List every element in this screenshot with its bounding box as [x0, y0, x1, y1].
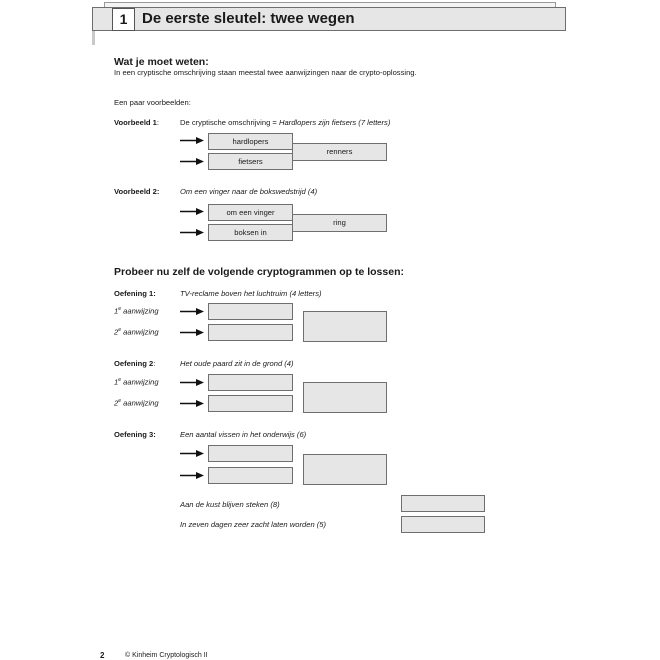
hint-number: 2 — [114, 398, 119, 408]
hint-number: 1 — [114, 306, 119, 316]
example2-clue: Om een vinger naar de bokswedstrijd (4) — [180, 187, 318, 196]
exercise2-hint1-input[interactable] — [208, 374, 293, 391]
exercise1-hint1-input[interactable] — [208, 303, 293, 320]
right-arrow-icon — [180, 449, 204, 458]
exercise2-hint1-label — [114, 377, 159, 387]
exercise1-hint2-label — [114, 327, 159, 337]
exercise2-hint2-label — [114, 398, 159, 408]
exercise2-label-line — [114, 359, 155, 368]
extra-clue-1: Aan de kust blijven steken (8) — [180, 500, 280, 509]
hint-number: 1 — [114, 377, 119, 387]
exercise2-answer-input[interactable] — [303, 382, 387, 413]
copyright: © Kinheim Cryptologisch II — [125, 652, 208, 659]
example2-label: Voorbeeld 2: — [114, 187, 160, 196]
right-arrow-icon — [180, 328, 204, 337]
hint-text: aanwijzing — [121, 377, 159, 387]
exercise3-label: Oefening 3: — [114, 430, 156, 439]
exercise3-clue: Een aantal vissen in het onderwijs (6) — [180, 430, 307, 439]
right-arrow-icon — [180, 228, 204, 237]
page-title: De eerste sleutel: twee wegen — [142, 10, 355, 27]
example1-text-prefix: De cryptische omschrijving = — [180, 118, 279, 127]
hint-ordinal: e — [118, 306, 122, 312]
hint-number: 2 — [114, 327, 119, 337]
exercise2-label-suffix: : — [153, 359, 156, 368]
right-arrow-icon — [180, 307, 204, 316]
page-number: 2 — [100, 651, 105, 660]
example1-clue: Hardlopers zijn fietsers (7 letters) — [278, 118, 391, 127]
extra-clue-2: In zeven dagen zeer zacht laten worden (5) — [180, 520, 327, 529]
exercise2-label: Oefening 2 — [114, 359, 154, 368]
intro-text: In een cryptische omschrijving staan meestal twee aanwijzingen naar de crypto-oplossing. — [114, 68, 417, 77]
exercise3-answer-input[interactable] — [303, 454, 387, 485]
exercise2-hint2-input[interactable] — [208, 395, 293, 412]
hint-ordinal: e — [118, 398, 122, 404]
example2-hint2-box: boksen in — [208, 224, 293, 241]
right-arrow-icon — [180, 378, 204, 387]
exercise1-label: Oefening 1: — [114, 289, 156, 298]
right-arrow-icon — [180, 399, 204, 408]
right-arrow-icon — [180, 471, 204, 480]
example1-label: Voorbeeld 1 — [114, 118, 157, 127]
exercise1-answer-input[interactable] — [303, 311, 387, 342]
example1-clue-line — [180, 118, 390, 127]
exercise1-hint1-label — [114, 306, 159, 316]
hint-ordinal: e — [118, 327, 122, 333]
right-arrow-icon — [180, 207, 204, 216]
exercise3-hint2-input[interactable] — [208, 467, 293, 484]
hint-text: aanwijzing — [121, 306, 159, 316]
exercises-heading: Probeer nu zelf de volgende cryptogrammen op te lossen: — [114, 266, 404, 278]
example1-label-suffix: : — [156, 118, 160, 127]
exercise3-hint1-input[interactable] — [208, 445, 293, 462]
example1-label-line — [114, 118, 159, 127]
example1-answer-box: renners — [292, 143, 387, 161]
examples-intro: Een paar voorbeelden: — [114, 98, 191, 107]
right-arrow-icon — [180, 157, 204, 166]
extra-clue-2-answer-input[interactable] — [401, 516, 485, 533]
exercise1-hint2-input[interactable] — [208, 324, 293, 341]
intro-heading: Wat je moet weten: — [114, 56, 209, 68]
example2-hint1-box: om een vinger — [208, 204, 293, 221]
hint-text: aanwijzing — [121, 398, 159, 408]
right-arrow-icon — [180, 136, 204, 145]
exercise1-clue: TV-reclame boven het luchtruim (4 letters) — [180, 289, 322, 298]
hint-text: aanwijzing — [121, 327, 159, 337]
hint-ordinal: e — [118, 377, 122, 383]
example1-hint2-box: fietsers — [208, 153, 293, 170]
example1-hint1-box: hardlopers — [208, 133, 293, 150]
exercise2-clue: Het oude paard zit in de grond (4) — [180, 359, 294, 368]
example2-answer-box: ring — [292, 214, 387, 232]
chapter-number: 1 — [112, 8, 135, 31]
extra-clue-1-answer-input[interactable] — [401, 495, 485, 512]
